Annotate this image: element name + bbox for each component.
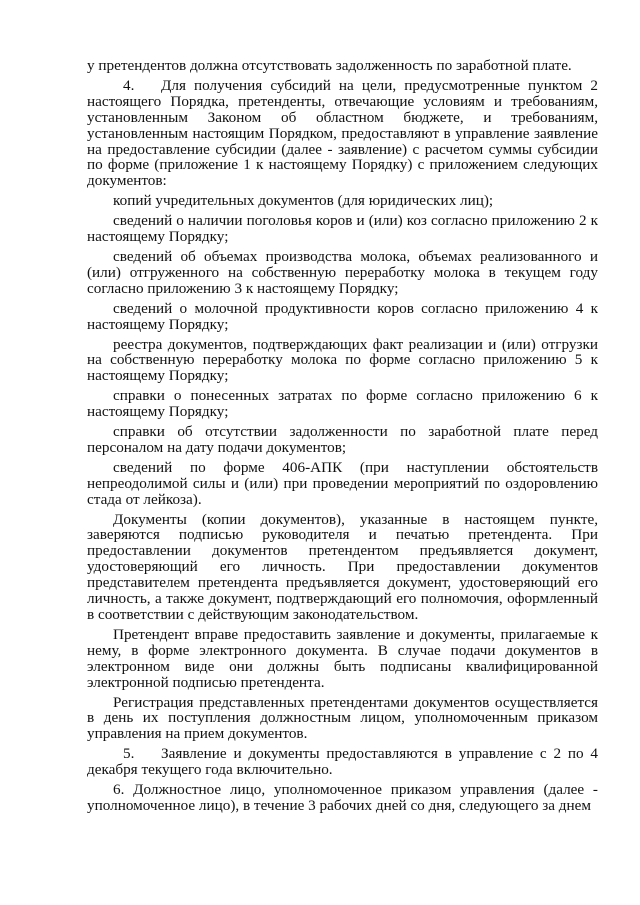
list-item: реестра документов, подтверждающих факт реализации и (или) отгрузки на собственную переработку молока по форме согласно приложению 5 к настоящему Порядку; bbox=[87, 335, 598, 385]
paragraph-item-6: 6. Должностное лицо, уполномоченное приказом управления (далее - уполномоченное лицо), в течение 3 рабочих дней со дня, следующего за днем bbox=[87, 781, 598, 814]
list-item: сведений об объемах производства молока, объемах реализованного и (или) отгруженного на собственную переработку молока в текущем году согласно приложению 3 к настоящему Порядку; bbox=[87, 247, 598, 297]
list-item: сведений о наличии поголовья коров и (или) коз согласно приложению 2 к настоящему Порядку; bbox=[87, 212, 598, 246]
item-4-text: Для получения субсидий на цели, предусмотренные пунктом 2 настоящего Порядка, претенденты, отвечающие условиям и требованиям, установленным Законом об областном бюджете, и требованиям, установленным настоящим Порядком, предоставляют в управление заявление на предоставление субсидии (далее - заявление) с расчетом суммы субсидии по форме (приложение 1 к настоящему Порядку) с приложением следующих документов: bbox=[87, 76, 598, 190]
paragraph-wage-arrears: у претендентов должна отсутствовать задолженность по заработной плате. bbox=[87, 57, 572, 74]
list-item: сведений о молочной продуктивности коров согласно приложению 4 к настоящему Порядку; bbox=[87, 299, 598, 333]
paragraph-registration: Регистрация представленных претендентами документов осуществляется в день их поступления должностным лицом, уполномоченным приказом управления на прием документов. bbox=[87, 693, 598, 743]
paragraph-item-5 bbox=[87, 746, 598, 778]
paragraph-item-4 bbox=[87, 78, 598, 189]
list-item: копий учредительных документов (для юридических лиц); bbox=[113, 192, 494, 210]
paragraph-electronic-submission: Претендент вправе предоставить заявление и документы, прилагаемые к нему, в форме электронного документа. В случае подачи документов в электронном виде они должны быть подписаны квалифицированной электронной подписью претендента. bbox=[87, 625, 598, 691]
list-item: справки о понесенных затратах по форме согласно приложению 6 к настоящему Порядку; bbox=[87, 387, 598, 421]
item-5-text: Заявление и документы предоставляются в управление с 2 по 4 декабря текущего года включительно. bbox=[87, 745, 598, 779]
list-item: справки об отсутствии задолженности по заработной плате перед персоналом на дату подачи документов; bbox=[87, 423, 598, 456]
item-number-4: 4. bbox=[123, 76, 135, 94]
document-page bbox=[87, 58, 598, 818]
list-item: сведений по форме 406-АПК (при наступлении обстоятельств непреодолимой силы и (или) при проведении мероприятий по оздоровлению стада от лейкоза). bbox=[87, 458, 598, 508]
paragraph-certification: Документы (копии документов), указанные в настоящем пункте, заверяются подписью руководителя и печатью претендента. При предоставлении документов претендентом предъявляется документ, удостоверяющий его личность. При предоставлении документов представителем претендента предъявляется документ, удостоверяющий его личность, а также документ, подтверждающий его полномочия, оформленный в соответствии с действующим законодательством. bbox=[87, 510, 598, 623]
item-number-5: 5. bbox=[123, 745, 135, 763]
